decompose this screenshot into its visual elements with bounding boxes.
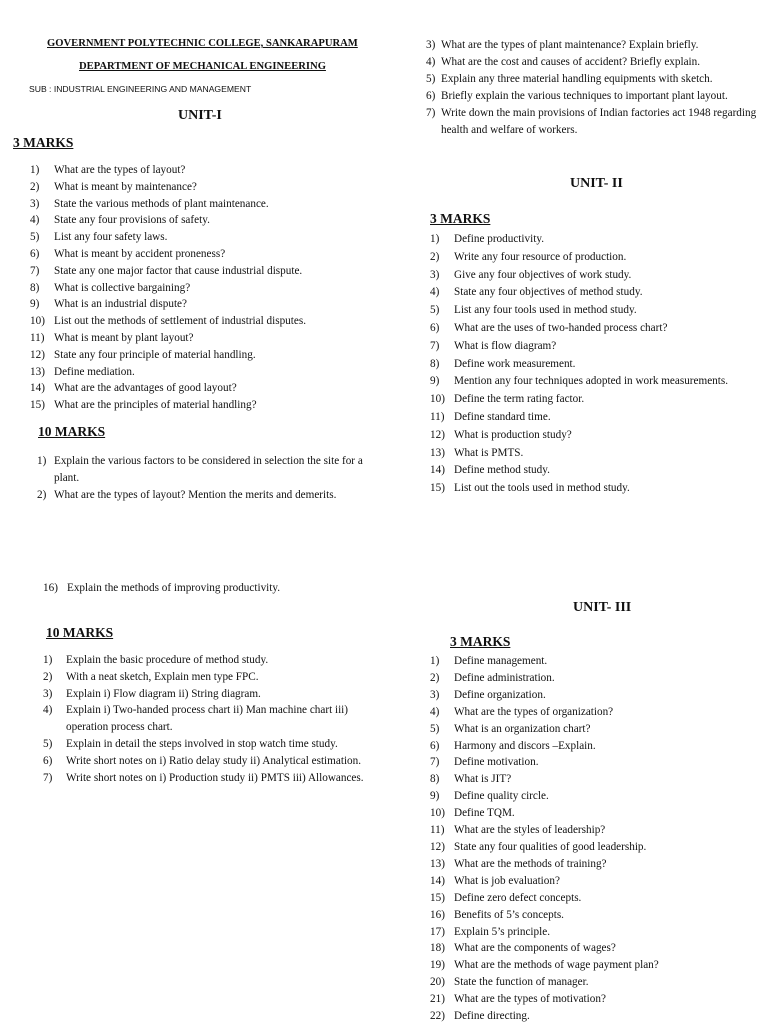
- question-text: Explain any three material handling equipments with sketch.: [441, 73, 713, 85]
- unit3-3marks-question: [430, 991, 760, 1008]
- question-text: What is an organization chart?: [454, 722, 591, 735]
- question-number: 8): [430, 357, 440, 370]
- question-number: 1): [430, 233, 440, 245]
- unit1-3marks-question: [30, 196, 380, 213]
- question-number: 10): [30, 315, 45, 328]
- question-text: What are the advantages of good layout?: [54, 382, 237, 395]
- question-number: 12): [430, 428, 445, 441]
- unit1-3marks-question: [30, 179, 380, 196]
- unit2-3marks-list-part2: [43, 580, 373, 597]
- unit3-3marks-question: [430, 839, 760, 856]
- unit3-3marks-question: [430, 974, 760, 991]
- question-text: State any four provisions of safety.: [54, 214, 210, 227]
- unit2-10marks-list: [43, 652, 378, 786]
- question-text: What are the methods of wage payment plan?: [454, 959, 659, 972]
- question-text: Explain the methods of improving productivity.: [67, 582, 281, 594]
- question-text: List any four safety laws.: [54, 231, 168, 244]
- unit2-3marks-question: [430, 302, 745, 320]
- question-text: What are the components of wages?: [454, 942, 616, 955]
- question-number: 2): [430, 250, 440, 263]
- unit1-3marks-heading: 3 MARKS: [13, 135, 74, 150]
- question-text: What are the types of organization?: [454, 705, 614, 718]
- college-name: GOVERNMENT POLYTECHNIC COLLEGE, SANKARAPURAM: [47, 38, 358, 49]
- unit3-3marks-question: [430, 653, 760, 670]
- question-number: 5): [430, 722, 440, 735]
- question-text: Define management.: [454, 655, 548, 667]
- question-number: 2): [30, 180, 40, 193]
- question-text: State the function of manager.: [454, 976, 589, 989]
- question-text: What is meant by accident proneness?: [54, 247, 226, 260]
- unit3-3marks-question: [430, 805, 760, 822]
- question-text: Explain i) Flow diagram ii) String diagram.: [66, 687, 261, 700]
- question-number: 13): [430, 857, 445, 870]
- question-text: State any one major factor that cause industrial dispute.: [54, 264, 303, 277]
- unit1-3marks-question: [30, 229, 380, 246]
- question-text: What are the styles of leadership?: [454, 824, 606, 837]
- unit1-3marks-question: [30, 280, 380, 297]
- unit2-3marks-question: [43, 580, 373, 597]
- question-text: State any four objectives of method study.: [454, 286, 643, 299]
- question-text: Harmony and discors –Explain.: [454, 739, 596, 752]
- unit3-3marks-question: [430, 788, 760, 805]
- question-text: What are the types of plant maintenance? Explain briefly.: [441, 39, 699, 51]
- question-number: 15): [430, 482, 445, 495]
- question-number: 5): [430, 304, 440, 317]
- question-number: 5): [30, 231, 40, 244]
- question-number: 6): [30, 247, 40, 260]
- unit1-10marks-list-part2: [426, 37, 761, 139]
- question-number: 17): [430, 925, 445, 938]
- question-number: 20): [430, 976, 445, 989]
- question-text: List out the tools used in method study.: [454, 482, 630, 495]
- question-number: 4): [430, 286, 440, 299]
- unit3-3marks-question: [430, 907, 760, 924]
- question-text: What is flow diagram?: [454, 339, 557, 352]
- question-text: State any four principle of material handling.: [54, 348, 256, 361]
- unit1-10marks-heading: 10 MARKS: [38, 424, 106, 439]
- question-number: 10): [430, 807, 445, 820]
- unit1-10marks-question: [426, 37, 761, 54]
- unit3-3marks-question: [430, 924, 760, 941]
- question-number: 22): [430, 1010, 445, 1023]
- unit2-10marks-question: [43, 770, 378, 787]
- unit3-3marks-question: [430, 957, 760, 974]
- department-name: DEPARTMENT OF MECHANICAL ENGINEERING: [79, 61, 326, 72]
- unit3-3marks-list: [430, 653, 760, 1025]
- question-number: 13): [430, 446, 445, 459]
- question-number: 5): [43, 737, 53, 750]
- question-number: 19): [430, 959, 445, 972]
- unit1-title: UNIT-I: [178, 108, 222, 123]
- unit1-3marks-question: [30, 246, 380, 263]
- question-text: What are the types of motivation?: [454, 993, 606, 1006]
- unit1-3marks-question: [30, 380, 380, 397]
- question-text: Give any four objectives of work study.: [454, 268, 632, 281]
- question-text: Define mediation.: [54, 365, 135, 378]
- question-number: 16): [430, 908, 445, 921]
- unit2-10marks-question: [43, 736, 378, 753]
- question-text: Explain the various factors to be considered in selection the site for a plant.: [54, 455, 363, 484]
- question-text: What is collective bargaining?: [54, 281, 191, 294]
- question-text: Define zero defect concepts.: [454, 891, 582, 904]
- unit3-3marks-question: [430, 856, 760, 873]
- question-number: 3): [426, 39, 436, 51]
- question-text: What are the types of layout? Mention the merits and demerits.: [54, 488, 337, 501]
- unit2-3marks-question: [430, 231, 745, 249]
- question-text: Mention any four techniques adopted in work measurements.: [454, 375, 729, 388]
- question-text: Write any four resource of production.: [454, 250, 627, 263]
- question-text: What are the cost and causes of accident? Briefly explain.: [441, 56, 701, 68]
- unit2-10marks-question: [43, 686, 378, 703]
- question-number: 16): [43, 582, 58, 594]
- question-text: List out the methods of settlement of industrial disputes.: [54, 315, 306, 328]
- unit2-10marks-question: [43, 669, 378, 686]
- question-number: 4): [430, 705, 440, 718]
- question-number: 2): [430, 671, 440, 684]
- question-number: 10): [430, 393, 445, 406]
- question-number: 1): [43, 654, 53, 666]
- question-text: Explain 5’s principle.: [454, 925, 551, 938]
- unit3-3marks-question: [430, 1008, 760, 1025]
- question-text: What are the principles of material handling?: [54, 399, 257, 412]
- question-number: 7): [30, 264, 40, 277]
- question-number: 12): [430, 840, 445, 853]
- question-number: 3): [430, 268, 440, 281]
- question-text: State any four qualities of good leadership.: [454, 840, 647, 853]
- question-number: 13): [30, 365, 45, 378]
- question-number: 9): [430, 790, 440, 803]
- unit2-3marks-question: [430, 462, 745, 480]
- unit2-3marks-list-part1: [430, 231, 745, 498]
- unit1-3marks-list: [30, 162, 380, 414]
- unit2-3marks-heading: 3 MARKS: [430, 211, 491, 226]
- unit1-3marks-question: [30, 212, 380, 229]
- question-number: 1): [430, 655, 440, 667]
- question-text: List any four tools used in method study.: [454, 304, 637, 317]
- question-text: What is meant by plant layout?: [54, 331, 194, 344]
- question-number: 15): [430, 891, 445, 904]
- question-number: 2): [37, 488, 47, 501]
- unit2-3marks-question: [430, 249, 745, 267]
- question-text: Write short notes on i) Production study ii) PMTS iii) Allowances.: [66, 771, 364, 784]
- question-number: 8): [30, 281, 40, 294]
- unit1-3marks-question: [30, 364, 380, 381]
- question-text: State the various methods of plant maintenance.: [54, 197, 269, 210]
- unit1-3marks-question: [30, 263, 380, 280]
- unit2-10marks-question: [43, 652, 378, 669]
- question-text: Explain i) Two-handed process chart ii) Man machine chart iii) operation process chart.: [66, 704, 349, 734]
- question-number: 6): [426, 90, 436, 102]
- unit3-3marks-question: [430, 670, 760, 687]
- unit1-3marks-question: [30, 347, 380, 364]
- question-number: 18): [430, 942, 445, 955]
- question-number: 4): [30, 214, 40, 227]
- unit3-title: UNIT- III: [573, 600, 632, 615]
- unit2-3marks-question: [430, 320, 745, 338]
- question-text: What are the uses of two-handed process chart?: [454, 321, 668, 334]
- unit2-10marks-question: [43, 702, 378, 736]
- question-number: 8): [430, 773, 440, 786]
- unit2-3marks-question: [430, 409, 745, 427]
- question-number: 6): [430, 321, 440, 334]
- question-text: Define the term rating factor.: [454, 393, 585, 406]
- unit3-3marks-heading: 3 MARKS: [450, 634, 511, 649]
- question-text: Explain in detail the steps involved in stop watch time study.: [66, 737, 338, 750]
- question-number: 3): [30, 197, 40, 210]
- question-text: Define productivity.: [454, 233, 544, 245]
- question-text: Define standard time.: [454, 410, 551, 423]
- question-number: 4): [43, 704, 53, 717]
- unit1-3marks-question: [30, 330, 380, 347]
- unit1-10marks-question: [426, 71, 761, 88]
- question-number: 1): [37, 455, 47, 467]
- question-text: With a neat sketch, Explain men type FPC.: [66, 670, 259, 683]
- question-text: What is PMTS.: [454, 446, 524, 459]
- unit1-3marks-question: [30, 313, 380, 330]
- question-text: Define TQM.: [454, 807, 515, 820]
- question-number: 3): [43, 687, 53, 700]
- question-text: Define method study.: [454, 464, 550, 477]
- unit1-10marks-question: [426, 54, 761, 71]
- unit3-3marks-question: [430, 822, 760, 839]
- unit3-3marks-question: [430, 704, 760, 721]
- question-text: What are the methods of training?: [454, 857, 607, 870]
- unit1-10marks-question: [426, 88, 761, 105]
- question-number: 2): [43, 670, 53, 683]
- question-number: 21): [430, 993, 445, 1006]
- question-number: 6): [430, 739, 440, 752]
- unit3-3marks-question: [430, 754, 760, 771]
- question-number: 11): [430, 824, 445, 837]
- question-text: Write down the main provisions of Indian factories act 1948 regarding health and welfare of workers.: [441, 107, 757, 136]
- unit2-10marks-heading: 10 MARKS: [46, 625, 114, 640]
- unit1-10marks-question: [37, 487, 367, 504]
- question-number: 7): [430, 756, 440, 769]
- question-number: 3): [430, 688, 440, 701]
- question-number: 9): [430, 375, 440, 388]
- question-text: What is production study?: [454, 428, 572, 441]
- question-text: What is JIT?: [454, 773, 512, 786]
- unit1-3marks-question: [30, 397, 380, 414]
- question-number: 7): [43, 771, 53, 784]
- unit2-3marks-question: [430, 445, 745, 463]
- unit1-3marks-question: [30, 162, 380, 179]
- unit3-3marks-question: [430, 721, 760, 738]
- question-number: 14): [430, 464, 445, 477]
- question-text: What is job evaluation?: [454, 874, 560, 887]
- unit1-10marks-question: [426, 105, 761, 139]
- unit3-3marks-question: [430, 687, 760, 704]
- question-number: 7): [426, 107, 436, 119]
- question-text: Define motivation.: [454, 756, 539, 769]
- question-text: Explain the basic procedure of method study.: [66, 654, 269, 666]
- question-number: 14): [30, 382, 45, 395]
- question-number: 6): [43, 754, 53, 767]
- unit1-3marks-question: [30, 296, 380, 313]
- question-number: 11): [30, 331, 45, 344]
- question-text: What are the types of layout?: [54, 164, 186, 176]
- unit2-3marks-question: [430, 373, 745, 391]
- question-number: 15): [30, 399, 45, 412]
- unit2-3marks-question: [430, 338, 745, 356]
- unit3-3marks-question: [430, 890, 760, 907]
- unit1-10marks-list-part1: [37, 453, 367, 503]
- question-number: 1): [30, 164, 40, 176]
- question-number: 11): [430, 410, 445, 423]
- question-number: 4): [426, 56, 436, 68]
- question-text: What is an industrial dispute?: [54, 298, 187, 311]
- unit2-3marks-question: [430, 391, 745, 409]
- question-number: 5): [426, 73, 436, 85]
- unit3-3marks-question: [430, 873, 760, 890]
- question-text: Benefits of 5’s concepts.: [454, 908, 564, 921]
- question-text: Define organization.: [454, 688, 546, 701]
- unit3-3marks-question: [430, 738, 760, 755]
- question-text: Define administration.: [454, 671, 555, 684]
- question-number: 12): [30, 348, 45, 361]
- unit2-3marks-question: [430, 267, 745, 285]
- unit2-3marks-question: [430, 284, 745, 302]
- unit2-3marks-question: [430, 480, 745, 498]
- unit1-10marks-question: [37, 453, 367, 487]
- question-text: What is meant by maintenance?: [54, 180, 197, 193]
- question-number: 14): [430, 874, 445, 887]
- question-number: 9): [30, 298, 40, 311]
- unit2-10marks-question: [43, 753, 378, 770]
- question-text: Define quality circle.: [454, 790, 549, 803]
- question-number: 7): [430, 339, 440, 352]
- unit3-3marks-question: [430, 771, 760, 788]
- unit2-title: UNIT- II: [570, 176, 623, 191]
- question-text: Define work measurement.: [454, 357, 576, 370]
- question-text: Briefly explain the various techniques to important plant layout.: [441, 90, 728, 102]
- question-text: Define directing.: [454, 1010, 530, 1023]
- subject-line: SUB : INDUSTRIAL ENGINEERING AND MANAGEMENT: [29, 84, 252, 94]
- unit2-3marks-question: [430, 356, 745, 374]
- unit3-3marks-question: [430, 940, 760, 957]
- unit2-3marks-question: [430, 427, 745, 445]
- question-text: Write short notes on i) Ratio delay study ii) Analytical estimation.: [66, 754, 362, 767]
